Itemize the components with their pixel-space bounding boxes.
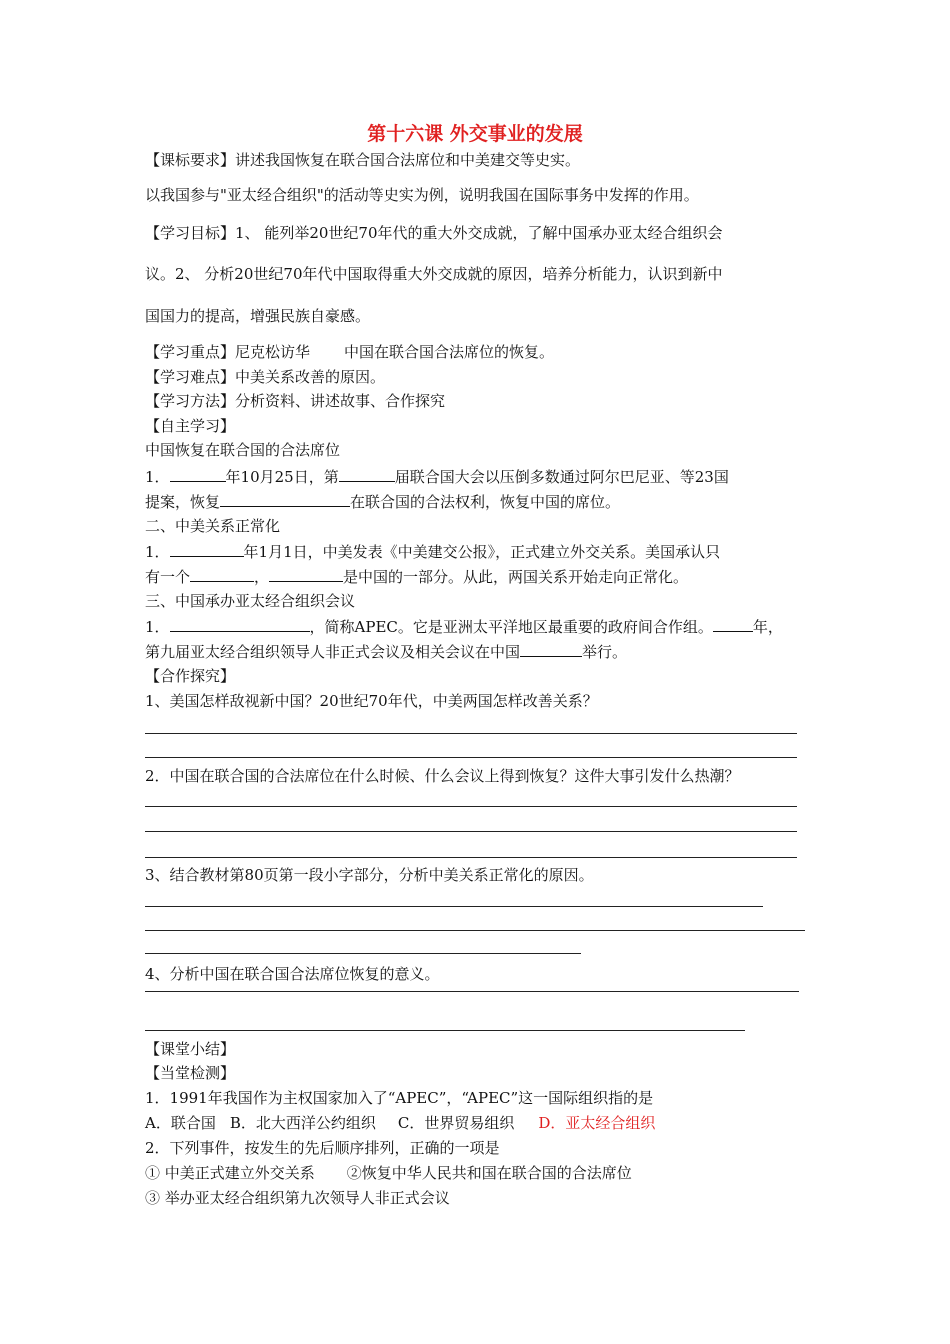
fill-blank bbox=[170, 541, 244, 557]
coop-question-2: 2．中国在联合国的合法席位在什么时候、什么会议上得到恢复？这件大事引发什么热潮？ bbox=[145, 767, 740, 785]
fill-blank bbox=[520, 641, 582, 657]
section1-q1-line1: 1． 年10月25日，第 届联合国大会以压倒多数通过阿尔巴尼亚、等23国 bbox=[145, 468, 729, 486]
coop-label: 【合作探究】 bbox=[145, 667, 236, 685]
test-question-1: 1．1991年我国作为主权国家加入了“APEC”，“APEC”这一国际组织指的是 bbox=[145, 1089, 654, 1107]
test-question-2: 2．下列事件，按发生的先后顺序排列，正确的一项是 bbox=[145, 1139, 500, 1157]
coop-question-1: 1、美国怎样敌视新中国？20世纪70年代，中美两国怎样改善关系？ bbox=[145, 692, 598, 710]
answer-line bbox=[145, 930, 805, 931]
section3-q1-line1: 1． ，简称APEC。它是亚洲太平洋地区最重要的政府间合作组。 年， bbox=[145, 618, 783, 636]
study-method: 【学习方法】分析资料、讲述故事、合作探究 bbox=[145, 392, 446, 410]
test-q2-items bbox=[145, 1163, 632, 1183]
fill-blank bbox=[220, 491, 350, 507]
event-1: ① 中美正式建立外交关系 bbox=[145, 1164, 315, 1182]
event-2: ②恢复中华人民共和国在联合国的合法席位 bbox=[346, 1164, 632, 1182]
answer-line bbox=[145, 733, 797, 734]
section2-q1-line1: 1． 年1月1日，中美发表《中美建交公报》，正式建立外交关系。美国承认只 bbox=[145, 543, 721, 561]
standard-line1: 【课标要求】讲述我国恢复在联合国合法席位和中美建交等史实。 bbox=[145, 151, 581, 169]
goals-line2: 议。2、 分析20世纪70年代中国取得重大外交成就的原因，培养分析能力，认识到新中 bbox=[145, 265, 723, 283]
goals-line1: 【学习目标】1、 能列举20世纪70年代的重大外交成就，了解中国承办亚太经合组织会 bbox=[145, 224, 723, 242]
method-label: 【学习方法】 bbox=[145, 392, 236, 410]
fill-blank bbox=[269, 566, 343, 582]
option-c: C．世界贸易组织 bbox=[397, 1114, 515, 1132]
answer-line bbox=[145, 953, 581, 954]
summary-label: 【课堂小结】 bbox=[145, 1040, 236, 1058]
fill-blank bbox=[339, 466, 395, 482]
fill-blank bbox=[713, 616, 753, 632]
section2-heading: 二、中美关系正常化 bbox=[145, 517, 281, 535]
option-b: B．北大西洋公约组织 bbox=[229, 1114, 376, 1132]
answer-line bbox=[145, 857, 797, 858]
page-title: 第十六课 外交事业的发展 bbox=[367, 123, 583, 145]
difficult-label: 【学习难点】 bbox=[145, 368, 236, 386]
answer-line bbox=[145, 1030, 745, 1031]
section1-q1-line2: 提案，恢复 在联合国的合法权利，恢复中国的席位。 bbox=[145, 493, 621, 511]
difficult-points: 【学习难点】中美关系改善的原因。 bbox=[145, 368, 386, 386]
standard-label: 【课标要求】 bbox=[145, 151, 236, 169]
section2-q1-line2: 有一个 ， 是中国的一部分。从此，两国关系开始走向正常化。 bbox=[145, 568, 689, 586]
key-points: 【学习重点】尼克松访华 中国在联合国合法席位的恢复。 bbox=[145, 343, 555, 361]
key-label: 【学习重点】 bbox=[145, 343, 236, 361]
goals-label: 【学习目标】 bbox=[145, 224, 236, 242]
fill-blank bbox=[170, 616, 310, 632]
test-q1-options bbox=[145, 1113, 655, 1133]
answer-line bbox=[145, 906, 763, 907]
answer-line bbox=[145, 806, 797, 807]
fill-blank bbox=[170, 466, 226, 482]
event-3: ③ 举办亚太经合组织第九次领导人非正式会议 bbox=[145, 1189, 450, 1207]
coop-question-4: 4、分析中国在联合国合法席位恢复的意义。 bbox=[145, 965, 440, 983]
section3-heading: 三、中国承办亚太经合组织会议 bbox=[145, 592, 356, 610]
answer-line bbox=[145, 757, 797, 758]
option-d-answer: D．亚太经合组织 bbox=[538, 1114, 656, 1132]
standard-line2: 以我国参与"亚太经合组织"的活动等史实为例，说明我国在国际事务中发挥的作用。 bbox=[145, 186, 699, 204]
test-label: 【当堂检测】 bbox=[145, 1064, 236, 1082]
fill-blank bbox=[190, 566, 254, 582]
goals-line3: 国国力的提高，增强民族自豪感。 bbox=[145, 307, 371, 325]
self-study-label: 【自主学习】 bbox=[145, 417, 236, 435]
section3-q1-line2: 第九届亚太经合组织领导人非正式会议及相关会议在中国 举行。 bbox=[145, 643, 628, 661]
answer-line bbox=[145, 991, 799, 992]
option-a: A．联合国 bbox=[145, 1114, 216, 1132]
coop-question-3: 3、结合教材第80页第一段小字部分，分析中美关系正常化的原因。 bbox=[145, 866, 594, 884]
section1-heading: 中国恢复在联合国的合法席位 bbox=[145, 441, 341, 459]
answer-line bbox=[145, 831, 797, 832]
